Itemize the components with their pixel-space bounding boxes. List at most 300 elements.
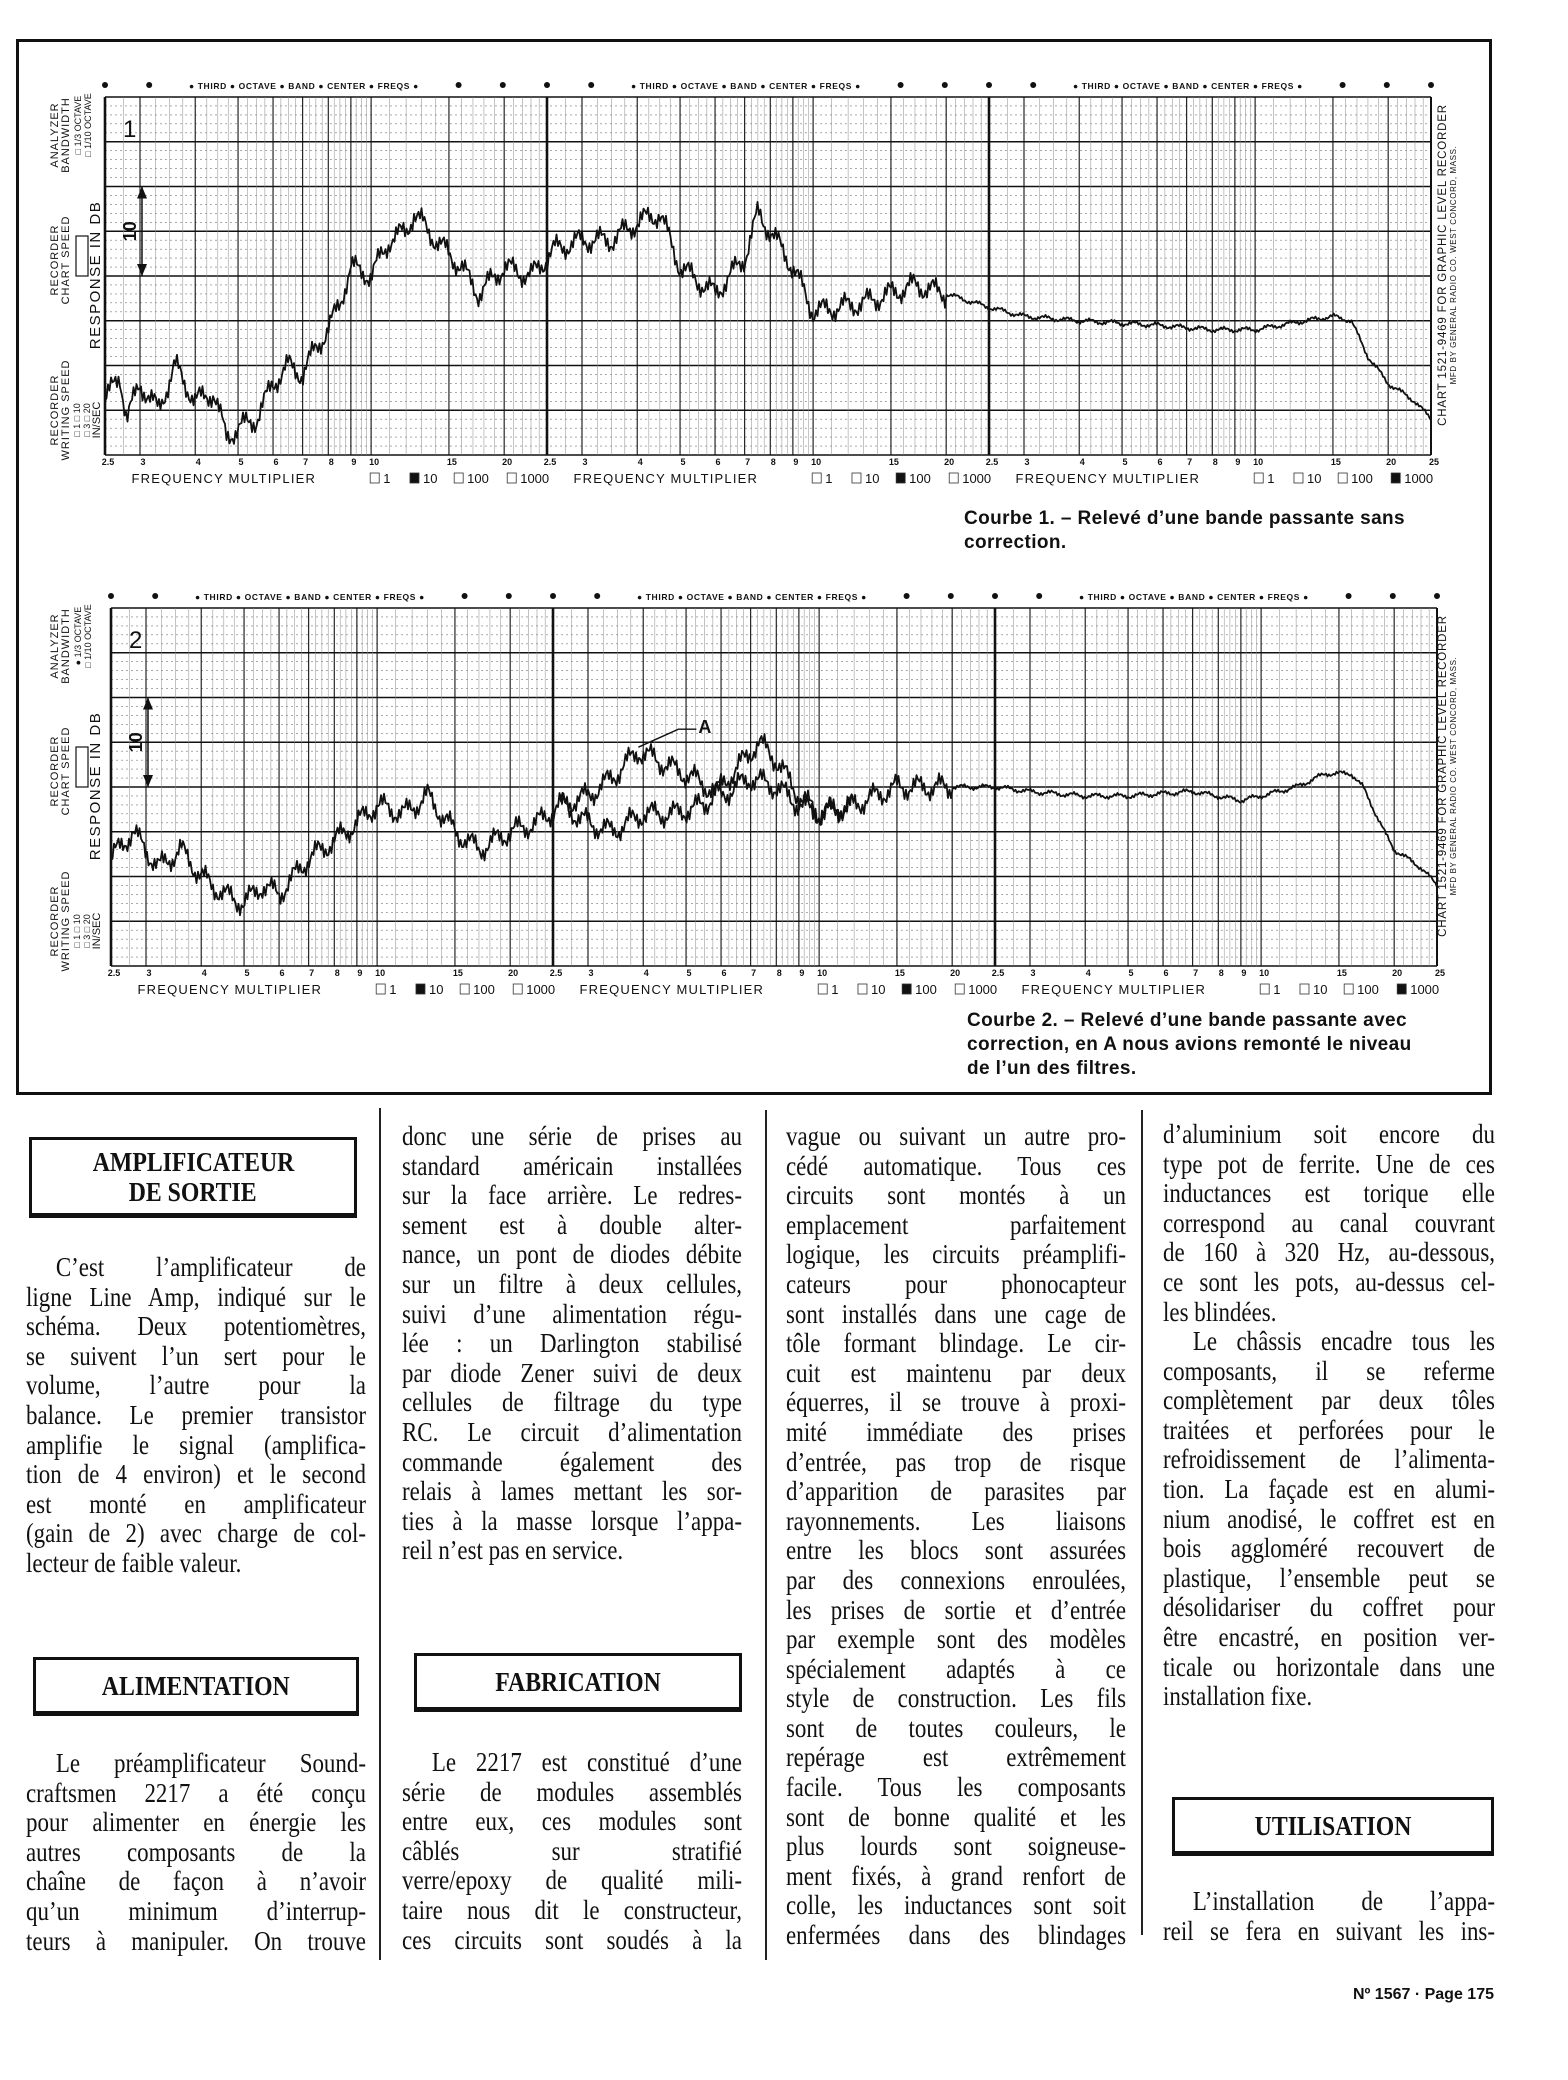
multiplier-option: 1000: [526, 982, 556, 997]
annotation-leader: [638, 729, 696, 747]
text-line: verre/epoxy de qualité mili-: [402, 1865, 742, 1896]
multiplier-option: 10: [1312, 982, 1328, 997]
text-line: correspond au canal couvrant: [1163, 1207, 1495, 1238]
frequency-multiplier-label: FREQUENCY MULTIPLIER: [1021, 982, 1207, 997]
writing-speed-label: WRITING SPEED: [60, 359, 72, 461]
checkbox: [858, 984, 867, 994]
text-line: les prises de sortie et d’entrée: [786, 1594, 1126, 1625]
frequency-multiplier-label: FREQUENCY MULTIPLIER: [579, 982, 765, 997]
x-tick-label: 15: [894, 968, 905, 978]
caption-line: de l’un des filtres.: [967, 1058, 1137, 1079]
multiplier-option: 100: [1351, 471, 1373, 486]
band-center-dot: [1346, 593, 1352, 599]
x-tick-label: 6: [1163, 968, 1169, 978]
text-line: Le 2217 est constitué d’une: [431, 1747, 742, 1777]
band-center-dot: [456, 82, 462, 88]
text-line: commande également des: [402, 1446, 742, 1477]
third-octave-legend: ● THIRD ● OCTAVE ● BAND ● CENTER ● FREQS ●: [1072, 81, 1303, 91]
text-line: refroidissement de l’alimenta-: [1163, 1444, 1495, 1475]
recorder-label-2: RECORDER: [49, 374, 61, 446]
analyzer-label: ANALYZER: [49, 613, 61, 679]
text-line: Le préamplificateur Sound-: [55, 1748, 367, 1778]
text-line: tôle formant blindage. Le cir-: [786, 1328, 1126, 1359]
x-tick-label: 5: [680, 457, 686, 467]
x-tick-label: 4: [201, 968, 207, 978]
text-line: d’apparition de parasites par: [786, 1476, 1126, 1507]
x-tick-label: 7: [1187, 457, 1193, 467]
multiplier-option: 100: [467, 471, 489, 486]
band-center-dot: [1340, 82, 1346, 88]
text-line: désolidariser du coffret pour: [1163, 1592, 1495, 1623]
text-line: câblés sur stratifié: [402, 1835, 742, 1866]
x-tick-label: 6: [721, 968, 727, 978]
writing-speed-label: WRITING SPEED: [60, 870, 72, 972]
text-line: pour alimenter en énergie les: [26, 1807, 366, 1838]
x-tick-label: 9: [1235, 457, 1241, 467]
text-line: par des connexions enroulées,: [786, 1564, 1126, 1595]
text-line: schéma. Deux potentiomètres,: [26, 1311, 366, 1342]
band-center-dot: [898, 82, 904, 88]
bandwidth-label: BANDWIDTH: [60, 608, 72, 684]
tenth-octave-option: □ 1/10 OCTAVE: [83, 604, 93, 668]
text-line: sont de bonne qualité et les: [786, 1801, 1126, 1832]
recorder-label-2: RECORDER: [49, 885, 61, 957]
x-tick-label: 20: [502, 457, 513, 467]
text-line: amplifie le signal (amplifica-: [26, 1429, 366, 1460]
x-tick-label: 9: [793, 457, 799, 467]
x-tick-label: 4: [1079, 457, 1085, 467]
arrow-down-icon: [143, 775, 153, 787]
text-line: ligne Line Amp, indiqué sur le: [26, 1281, 366, 1312]
x-tick-label: 10: [811, 457, 822, 467]
recorder-label: RECORDER: [49, 224, 61, 296]
text-line: relais à lames mettant les sor-: [402, 1476, 742, 1507]
heading-text: FABRICATION: [495, 1666, 661, 1697]
text-line: être encastré, en position ver-: [1163, 1621, 1495, 1652]
paragraph-fabrication-cont: [786, 1122, 1186, 1951]
x-tick-label: 2.5: [991, 968, 1005, 978]
text-line: sont de toutes couleurs, le: [786, 1712, 1126, 1743]
caption-line: Courbe 2. – Relevé d’une bande passante avec: [967, 1010, 1407, 1031]
text-line: ces circuits sont soudés à la: [402, 1924, 742, 1955]
checkbox-checked: [1397, 984, 1406, 994]
paragraph-amplificateur: [26, 1253, 426, 1579]
paragraph-chassis: [1163, 1327, 1554, 1712]
x-tick-label: 3: [146, 968, 152, 978]
multiplier-option: 10: [870, 982, 886, 997]
chart-grid: [105, 97, 1431, 455]
text-line: inductances est torique elle: [1163, 1178, 1495, 1209]
arrow-down-icon: [137, 264, 147, 276]
band-center-dot: [146, 82, 152, 88]
frequency-multiplier-label: FREQUENCY MULTIPLIER: [1015, 471, 1201, 486]
checkbox: [949, 473, 958, 483]
checkbox-checked: [896, 473, 905, 483]
x-tick-label: 5: [1122, 457, 1128, 467]
chart-1: [49, 81, 1458, 486]
text-line: vague ou suivant un autre pro-: [786, 1121, 1126, 1151]
x-tick-label: 8: [776, 968, 782, 978]
text-line: craftsmen 2217 a été conçu: [26, 1777, 366, 1808]
text-line: plus lourds sont soigneuse-: [786, 1831, 1126, 1862]
band-center-dot: [500, 82, 506, 88]
multiplier-option: 10: [1306, 471, 1322, 486]
band-center-dot: [462, 593, 468, 599]
text-line: tion de 4 environ) et le second: [26, 1459, 366, 1490]
text-line: colle, les inductances sont soit: [786, 1890, 1126, 1921]
paragraph-fabrication: [402, 1748, 802, 1955]
heading-line: DE SORTIE: [129, 1176, 257, 1207]
checkbox: [1294, 473, 1303, 483]
x-tick-label: 20: [508, 968, 519, 978]
x-tick-label: 15: [888, 457, 899, 467]
in-sec-label: IN/SEC: [91, 912, 103, 950]
page-footer: Nº 1567 · Page 175: [1352, 1986, 1494, 2003]
x-tick-label: 5: [238, 457, 244, 467]
x-tick-label: 25: [1434, 968, 1446, 978]
checkbox: [1300, 984, 1309, 994]
text-line: logique, les circuits préamplifi-: [786, 1239, 1126, 1270]
band-center-dot: [1030, 82, 1036, 88]
x-tick-label: 15: [1330, 457, 1341, 467]
band-center-dot: [992, 593, 998, 599]
x-tick-label: 9: [351, 457, 357, 467]
text-line: ment fixés, à grand renfort de: [786, 1860, 1126, 1891]
checkbox: [507, 473, 516, 483]
x-tick-label: 20: [944, 457, 955, 467]
text-line: L’installation de l’appa-: [1192, 1886, 1495, 1916]
chart-grid: [111, 608, 1437, 966]
heading-alimentation: [33, 1657, 359, 1716]
x-tick-label: 9: [1241, 968, 1247, 978]
text-line: équerres, il se trouve à proxi-: [786, 1387, 1126, 1418]
text-line: cateurs pour phonocapteur: [786, 1268, 1126, 1299]
x-tick-label: 3: [582, 457, 588, 467]
text-line: entre les blocs sont assurées: [786, 1535, 1126, 1566]
speed-options-b: □ 3 □ 20: [82, 403, 92, 437]
x-tick-label: 6: [279, 968, 285, 978]
tenth-octave-option: □ 1/10 OCTAVE: [83, 93, 93, 157]
heading-text: UTILISATION: [1254, 1810, 1412, 1841]
text-line: série de modules assemblés: [402, 1776, 742, 1807]
text-line: mité immédiate des prises: [786, 1416, 1126, 1447]
band-center-dot: [588, 82, 594, 88]
text-line: ce sont les pots, au-dessus cel-: [1163, 1266, 1495, 1297]
speed-options-a: □ 1 □ 10: [72, 403, 82, 437]
x-tick-label: 2.5: [549, 968, 563, 978]
x-tick-label: 3: [1024, 457, 1030, 467]
chart-speed-label: CHART SPEED: [60, 215, 72, 305]
x-tick-label: 20: [950, 968, 961, 978]
chart-number: 2: [129, 627, 143, 654]
text-line: Le châssis encadre tous les: [1192, 1326, 1495, 1356]
text-line: balance. Le premier transistor: [26, 1399, 366, 1430]
text-line: nium anodisé, le coffret est en: [1163, 1503, 1495, 1534]
chart-2: [49, 592, 1458, 997]
x-tick-label: 5: [244, 968, 250, 978]
text-line: teurs à manipuler. On trouve: [26, 1925, 366, 1956]
text-line: lée : un Darlington stabilisé: [402, 1328, 742, 1359]
text-line: composants, il se referme: [1163, 1355, 1495, 1386]
text-line: spécialement adaptés à ce: [786, 1653, 1126, 1684]
x-tick-label: 10: [369, 457, 380, 467]
text-line: cédé automatique. Tous ces: [786, 1150, 1126, 1181]
chart-number: 1: [123, 116, 137, 143]
multiplier-option: 1: [825, 471, 833, 486]
x-tick-label: 9: [799, 968, 805, 978]
x-tick-label: 8: [328, 457, 334, 467]
band-center-dot: [102, 82, 108, 88]
x-tick-label: 2.5: [107, 968, 121, 978]
checkbox: [1254, 473, 1263, 483]
response-axis-label: RESPONSE IN DB: [87, 711, 104, 861]
frequency-multiplier-label: FREQUENCY MULTIPLIER: [573, 471, 759, 486]
text-line: de 160 à 320 Hz, au-dessous,: [1163, 1237, 1495, 1268]
text-line: RC. Le circuit d’alimentation: [402, 1416, 742, 1447]
text-line: sement est à double alter-: [402, 1209, 742, 1240]
x-tick-label: 9: [357, 968, 363, 978]
text-line: taire nous dit le constructeur,: [402, 1894, 742, 1925]
multiplier-option: 100: [909, 471, 931, 486]
checkbox: [370, 473, 379, 483]
x-tick-label: 20: [1386, 457, 1397, 467]
text-line: volume, l’autre pour la: [26, 1370, 366, 1401]
x-tick-label: 3: [1030, 968, 1036, 978]
band-center-dot: [1390, 593, 1396, 599]
text-line: standard américain installées: [402, 1150, 742, 1181]
text-line: enfermées dans des blindages: [786, 1920, 1126, 1951]
x-tick-label: 7: [745, 457, 751, 467]
band-center-dot: [1036, 593, 1042, 599]
response-axis-label: RESPONSE IN DB: [87, 200, 104, 350]
multiplier-option: 10: [422, 471, 438, 486]
x-tick-label: 7: [309, 968, 315, 978]
checkbox: [852, 473, 861, 483]
text-line: par diode Zener suivi de deux: [402, 1357, 742, 1388]
x-tick-label: 4: [195, 457, 201, 467]
multiplier-option: 100: [1357, 982, 1379, 997]
text-line: les blindées.: [1163, 1296, 1277, 1327]
multiplier-option: 1000: [1410, 982, 1440, 997]
text-line: circuits sont montés à un: [786, 1180, 1126, 1211]
x-tick-label: 6: [273, 457, 279, 467]
x-tick-label: 8: [1218, 968, 1224, 978]
text-line: emplacement parfaitement: [786, 1209, 1126, 1240]
checkbox: [955, 984, 964, 994]
checkbox: [460, 984, 469, 994]
band-center-dot: [1434, 593, 1440, 599]
third-octave-legend: ● THIRD ● OCTAVE ● BAND ● CENTER ● FREQS ●: [636, 592, 867, 602]
text-line: (gain de 2) avec charge de col-: [26, 1518, 366, 1549]
band-center-dot: [594, 593, 600, 599]
x-tick-label: 25: [1428, 457, 1440, 467]
response-trace: [105, 202, 1431, 444]
third-octave-legend: ● THIRD ● OCTAVE ● BAND ● CENTER ● FREQS ●: [1078, 592, 1309, 602]
checkbox: [513, 984, 522, 994]
text-line: bois aggloméré recouvert de: [1163, 1533, 1495, 1564]
x-tick-label: 4: [643, 968, 649, 978]
band-center-dot: [948, 593, 954, 599]
annotation-label: A: [698, 717, 712, 738]
x-tick-label: 4: [637, 457, 643, 467]
text-line: autres composants de la: [26, 1836, 366, 1867]
text-line: chaîne de façon à n’avoir: [26, 1866, 366, 1897]
band-center-dot: [986, 82, 992, 88]
text-line: sont installés dans une cage de: [786, 1298, 1126, 1329]
x-tick-label: 6: [715, 457, 721, 467]
arrow-up-icon: [143, 698, 153, 710]
text-line: style de construction. Les fils: [786, 1683, 1126, 1714]
multiplier-option: 1: [383, 471, 391, 486]
band-center-dot: [1384, 82, 1390, 88]
caption-courbe-1: [964, 507, 1405, 555]
text-line: tion. La façade est en alumi-: [1163, 1473, 1495, 1504]
band-center-dot: [506, 593, 512, 599]
caption-courbe-2: [967, 1009, 1412, 1081]
in-sec-label: IN/SEC: [91, 401, 103, 439]
checkbox: [818, 984, 827, 994]
text-line: nance, un pont de diodes débite: [402, 1239, 742, 1270]
checkbox: [812, 473, 821, 483]
text-line: ties à la masse lorsque l’appa-: [402, 1505, 742, 1536]
text-line: C’est l’amplificateur de: [55, 1252, 367, 1282]
x-tick-label: 5: [686, 968, 692, 978]
recorder-label: RECORDER: [49, 735, 61, 807]
multiplier-option: 10: [864, 471, 880, 486]
text-line: donc une série de prises au: [402, 1121, 742, 1151]
multiplier-option: 10: [428, 982, 444, 997]
text-line: suivi d’une alimentation régu-: [402, 1298, 742, 1329]
multiplier-option: 1000: [520, 471, 550, 486]
band-center-dot: [108, 593, 114, 599]
x-tick-label: 20: [1392, 968, 1403, 978]
paragraph-alimentation: [26, 1749, 426, 1956]
text-line: type pot de ferrite. Une de ces: [1163, 1148, 1495, 1179]
heading-line: AMPLIFICATEUR: [92, 1146, 294, 1177]
caption-line: Courbe 1. – Relevé d’une bande passante sans: [964, 508, 1406, 529]
x-tick-label: 7: [751, 968, 757, 978]
third-octave-legend: ● THIRD ● OCTAVE ● BAND ● CENTER ● FREQS ●: [630, 81, 861, 91]
heading-fabrication: [414, 1653, 742, 1712]
band-center-dot: [904, 593, 910, 599]
frequency-multiplier-label: FREQUENCY MULTIPLIER: [137, 982, 323, 997]
speed-options-a: □ 1 □ 10: [72, 914, 82, 948]
x-tick-label: 15: [446, 457, 457, 467]
checkbox-checked: [1391, 473, 1400, 483]
manufacturer-label: MFD BY GENERAL RADIO CO. WEST CONCORD, MASS.: [1449, 656, 1458, 896]
third-octave-option: ● 1/3 OCTAVE: [73, 606, 83, 666]
x-tick-label: 8: [1212, 457, 1218, 467]
speed-options-b: □ 3 □ 20: [82, 914, 92, 948]
checkbox: [1260, 984, 1269, 994]
multiplier-option: 1: [831, 982, 839, 997]
checkbox-checked: [416, 984, 425, 994]
x-tick-label: 3: [588, 968, 594, 978]
bandwidth-label: BANDWIDTH: [60, 97, 72, 173]
x-tick-label: 15: [452, 968, 463, 978]
text-line: est monté en amplificateur: [26, 1488, 366, 1519]
x-tick-label: 3: [140, 457, 146, 467]
multiplier-option: 1: [1273, 982, 1281, 997]
caption-line: correction.: [964, 532, 1067, 553]
text-line: rayonnements. Les liaisons: [786, 1505, 1126, 1536]
checkbox-checked: [410, 473, 419, 483]
heading-utilisation: [1172, 1797, 1494, 1856]
text-line: lecteur de faible valeur.: [26, 1547, 242, 1578]
x-tick-label: 4: [1085, 968, 1091, 978]
arrow-up-icon: [137, 187, 147, 199]
checkbox-checked: [902, 984, 911, 994]
text-line: sur la face arrière. Le redres-: [402, 1180, 742, 1211]
multiplier-option: 1: [1267, 471, 1275, 486]
band-center-dot: [550, 593, 556, 599]
x-tick-label: 6: [1157, 457, 1163, 467]
x-tick-label: 2.5: [985, 457, 999, 467]
text-line: facile. Tous les composants: [786, 1772, 1126, 1803]
text-line: qu’un minimum d’interrup-: [26, 1895, 366, 1926]
paragraph-alimentation-cont: [402, 1122, 802, 1566]
multiplier-option: 1000: [1404, 471, 1434, 486]
x-tick-label: 8: [770, 457, 776, 467]
multiplier-option: 100: [915, 982, 937, 997]
third-octave-legend: ● THIRD ● OCTAVE ● BAND ● CENTER ● FREQS ●: [188, 81, 419, 91]
checkbox: [376, 984, 385, 994]
text-line: d’entrée, pas trop de risque: [786, 1446, 1126, 1477]
multiplier-option: 1: [389, 982, 397, 997]
checkbox: [1344, 984, 1353, 994]
third-octave-legend: ● THIRD ● OCTAVE ● BAND ● CENTER ● FREQS ●: [194, 592, 425, 602]
caption-line: correction, en A nous avions remonté le niveau: [967, 1034, 1412, 1055]
text-line: se suivent l’un sert pour le: [26, 1340, 366, 1371]
text-line: installation fixe.: [1163, 1681, 1313, 1712]
text-line: reil n’est pas en service.: [402, 1535, 624, 1566]
analyzer-label: ANALYZER: [49, 102, 61, 168]
x-tick-label: 10: [1253, 457, 1264, 467]
frequency-multiplier-label: FREQUENCY MULTIPLIER: [131, 471, 317, 486]
scale-marker-label: 10: [126, 732, 146, 753]
multiplier-option: 100: [473, 982, 495, 997]
checkbox: [454, 473, 463, 483]
text-line: traitées et perforées pour le: [1163, 1414, 1495, 1445]
chart-id-label: CHART 1521-9469 FOR GRAPHIC LEVEL RECORDER: [1437, 104, 1449, 426]
text-line: plastique, l’ensemble peut se: [1163, 1562, 1495, 1593]
band-center-dot: [152, 593, 158, 599]
x-tick-label: 5: [1128, 968, 1134, 978]
x-tick-label: 10: [1259, 968, 1270, 978]
chart-speed-label: CHART SPEED: [60, 726, 72, 816]
text-line: par exemple sont des modèles: [786, 1624, 1126, 1655]
heading-text: ALIMENTATION: [102, 1670, 290, 1701]
text-line: complètement par deux tôles: [1163, 1385, 1495, 1416]
x-tick-label: 15: [1336, 968, 1347, 978]
paragraph-inductances: [1163, 1120, 1554, 1327]
band-center-dot: [1428, 82, 1434, 88]
x-tick-label: 8: [334, 968, 340, 978]
heading-amplificateur-de-sortie: [29, 1137, 357, 1218]
x-tick-label: 7: [303, 457, 309, 467]
text-line: repérage est extrêmement: [786, 1742, 1126, 1773]
multiplier-option: 1000: [962, 471, 992, 486]
text-line: entre eux, ces modules sont: [402, 1806, 742, 1837]
manufacturer-label: MFD BY GENERAL RADIO CO. WEST CONCORD, MASS.: [1449, 145, 1458, 385]
chart-id-label: CHART 1521-9469 FOR GRAPHIC LEVEL RECORDER: [1437, 615, 1449, 937]
third-octave-option: □ 1/3 OCTAVE: [73, 95, 83, 155]
multiplier-option: 1000: [968, 982, 998, 997]
x-tick-label: 2.5: [543, 457, 557, 467]
text-line: sur un filtre à deux cellules,: [402, 1268, 742, 1299]
scale-marker-label: 10: [120, 221, 140, 242]
text-line: cuit est maintenu par deux: [786, 1357, 1126, 1388]
